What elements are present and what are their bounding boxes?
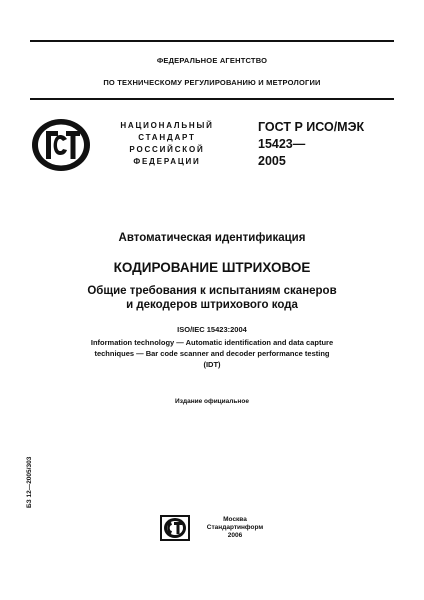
- standard-code-line-1: ГОСТ Р ИСО/МЭК: [258, 120, 365, 134]
- header-divider: [30, 98, 394, 100]
- publisher-city: Москва: [223, 516, 247, 523]
- title-subtitle: [40, 284, 384, 312]
- publisher-info: [195, 516, 275, 540]
- rst-certification-logo-icon: [30, 117, 92, 173]
- publisher-name: Стандартинформ: [206, 524, 264, 531]
- english-line-3: (IDT): [203, 360, 221, 369]
- iso-code: ISO/IEC 15423:2004: [177, 325, 247, 334]
- agency-line-1: ФЕДЕРАЛЬНОЕ АГЕНТСТВО: [156, 56, 268, 65]
- english-line-2: techniques — Bar code scanner and decoder performance testing: [94, 349, 330, 358]
- publisher-year: 2006: [227, 532, 243, 539]
- national-line-3: РОССИЙСКОЙ: [129, 145, 205, 154]
- title-line-1: Автоматическая идентификация: [118, 232, 306, 244]
- national-line-1: НАЦИОНАЛЬНЫЙ: [120, 121, 214, 130]
- title-line-4: и декодеров штрихового кода: [126, 299, 298, 311]
- standard-code-line-3: 2005: [258, 154, 286, 168]
- standard-code: [258, 119, 398, 170]
- side-code: БЗ 12—2005/303: [26, 456, 33, 508]
- english-title: [40, 337, 384, 370]
- national-line-2: СТАНДАРТ: [138, 133, 196, 142]
- agency-line-2: ПО ТЕХНИЧЕСКОМУ РЕГУЛИРОВАНИЮ И МЕТРОЛОГИИ: [103, 78, 321, 87]
- english-line-1: Information technology — Automatic identification and data capture: [90, 338, 334, 347]
- top-rule: [30, 40, 394, 42]
- standard-code-line-2: 15423—: [258, 137, 306, 151]
- title-line-2: КОДИРОВАНИЕ ШТРИХОВОЕ: [113, 260, 311, 275]
- national-standard-label: [118, 120, 216, 168]
- edition-label: Издание официальное: [175, 398, 249, 405]
- national-line-4: ФЕДЕРАЦИИ: [133, 157, 201, 166]
- title-line-3: Общие требования к испытаниям сканеров: [87, 285, 337, 297]
- publisher-logo-icon: [160, 515, 190, 541]
